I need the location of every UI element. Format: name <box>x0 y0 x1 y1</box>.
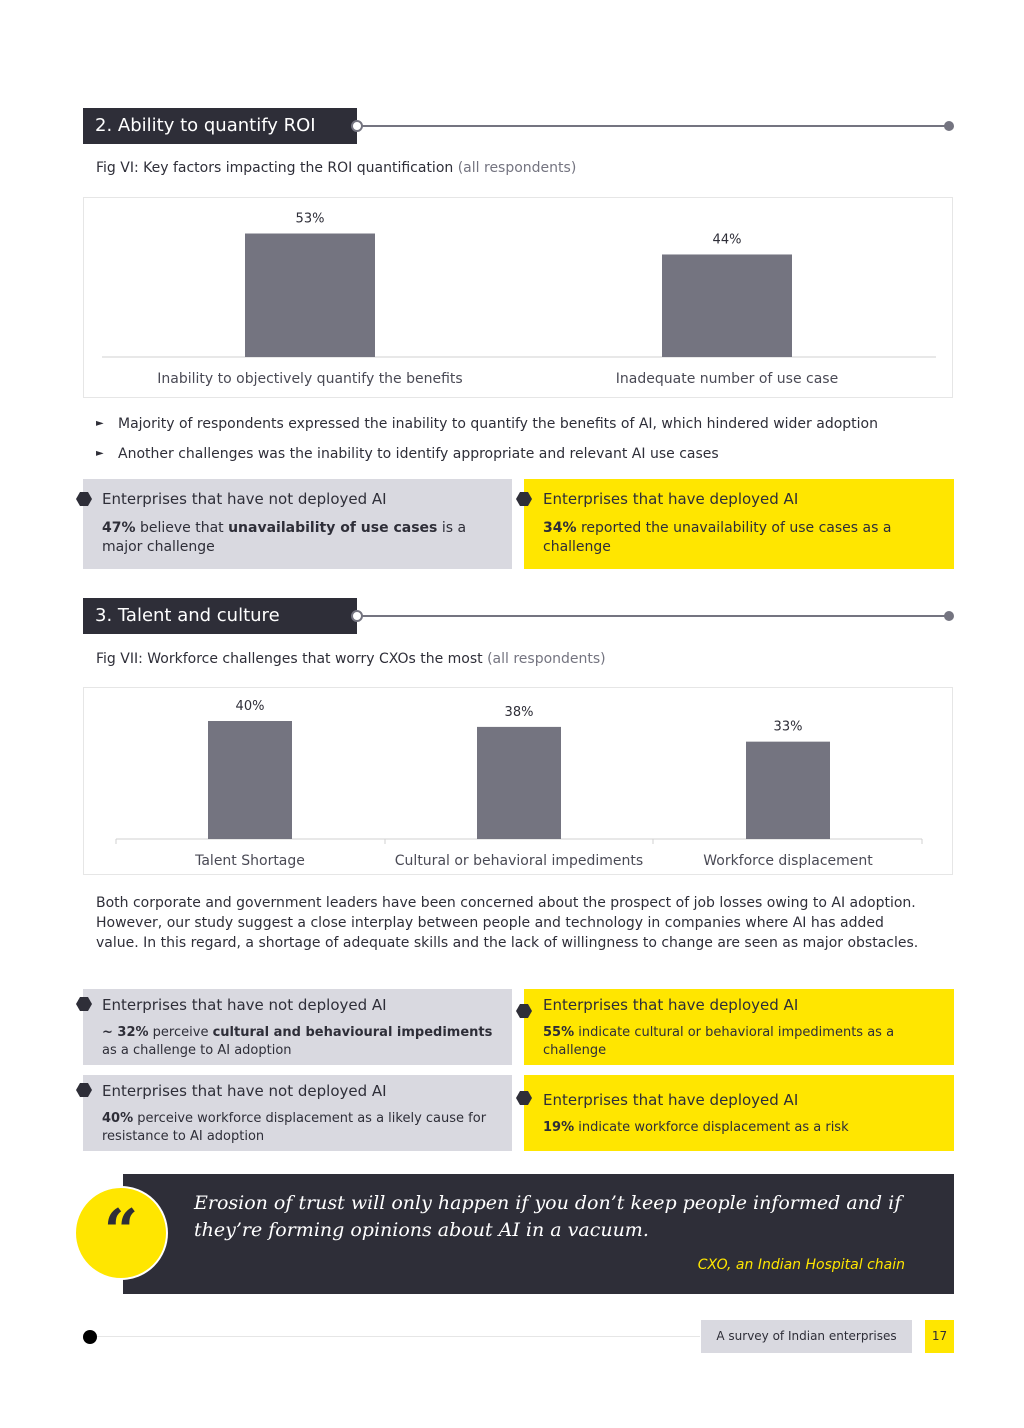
footer-dot <box>83 1330 97 1344</box>
data-label: 33% <box>773 719 803 735</box>
quote-text: Erosion of trust will only happen if you don’t keep people informed and if they’re forming opinions about AI in a vacuum. <box>194 1192 902 1241</box>
chart-fig7-svg <box>84 688 954 876</box>
callout-text: perceive workforce displacement as a likely cause for resistance to AI adoption <box>102 1111 487 1144</box>
callout-not-deployed-roi <box>83 479 512 569</box>
callout-text: as a challenge to AI adoption <box>102 1043 292 1058</box>
callout-not-deployed-displacement <box>83 1075 512 1151</box>
category-label: Talent Shortage <box>195 853 305 869</box>
callout-title: Enterprises that have deployed AI <box>543 996 799 1014</box>
data-label: 40% <box>235 699 265 714</box>
category-label: Workforce displacement <box>703 853 873 869</box>
quote-badge <box>74 1186 168 1280</box>
callout-title: Enterprises that have not deployed AI <box>102 1082 387 1100</box>
figure-title-fig6 <box>96 160 576 176</box>
divider-end-dot <box>944 611 954 621</box>
bar <box>477 727 561 839</box>
list-item <box>96 439 956 469</box>
callout-percent: 34% <box>543 520 577 536</box>
callout-text: perceive <box>148 1025 213 1040</box>
callout-highlight: cultural and behavioural impediments <box>212 1025 493 1040</box>
list-item <box>96 409 956 439</box>
figure-title-text: Fig VII: Workforce challenges that worry CXOs the most <box>96 651 483 667</box>
data-label: 53% <box>295 211 325 227</box>
callout-deployed-displacement <box>524 1075 954 1151</box>
chart-fig7 <box>83 687 953 875</box>
divider-end-dot <box>944 121 954 131</box>
quote-mark-icon: “ <box>103 1197 139 1267</box>
callout-percent: ~ 32% <box>102 1025 149 1040</box>
callout-not-deployed-culture <box>83 989 512 1065</box>
bar <box>245 234 375 357</box>
figure-subtitle: (all respondents) <box>457 160 577 176</box>
chart-fig6-svg <box>84 198 954 399</box>
callout-body <box>102 1110 494 1146</box>
callout-body <box>543 1119 936 1137</box>
footer-line <box>90 1336 700 1337</box>
callout-body <box>102 519 494 557</box>
section-heading-talent: 3. Talent and culture <box>83 598 357 634</box>
figure-title-fig7 <box>96 651 606 667</box>
quote-source: CXO, an Indian Hospital chain <box>697 1257 905 1273</box>
chart-fig6 <box>83 197 953 398</box>
callout-title: Enterprises that have deployed AI <box>543 1091 799 1109</box>
callout-text: believe that <box>135 520 229 536</box>
callout-percent: 40% <box>102 1111 134 1126</box>
callout-title: Enterprises that have not deployed AI <box>102 996 387 1014</box>
callout-percent: 47% <box>102 520 136 536</box>
bullet-triangle-icon: ► <box>96 448 104 459</box>
callout-body <box>102 1024 494 1060</box>
callout-deployed-roi <box>524 479 954 569</box>
callout-percent: 55% <box>543 1025 575 1040</box>
data-label: 38% <box>504 704 534 720</box>
footer-label: A survey of Indian enterprises <box>701 1320 912 1353</box>
callout-deployed-culture <box>524 989 954 1065</box>
data-label: 44% <box>712 232 742 248</box>
body-paragraph: Both corporate and government leaders have been concerned about the prospect of job losses owing to AI adoption. However, our study suggest a close interplay between people and technology in companies where AI has added value. In this regard, a shortage of adequate skills and the lack of willingness to change are seen as major obstacles. <box>96 895 919 951</box>
bullet-text: Another challenges was the inability to identify appropriate and relevant AI use cases <box>118 446 719 462</box>
bullet-text: Majority of respondents expressed the inability to quantify the benefits of AI, which hindered wider adoption <box>118 416 878 432</box>
callout-body <box>543 1024 936 1060</box>
divider-start-dot <box>351 610 363 622</box>
key-findings-list <box>96 409 956 469</box>
bar <box>208 721 292 839</box>
callout-body <box>543 519 936 557</box>
callout-title: Enterprises that have not deployed AI <box>102 490 387 508</box>
callout-text: reported the unavailability of use cases as a challenge <box>543 520 892 555</box>
figure-title-text: Fig VI: Key factors impacting the ROI quantification <box>96 160 454 176</box>
divider-start-dot <box>351 120 363 132</box>
callout-text: indicate cultural or behavioral impediments as a challenge <box>543 1025 895 1058</box>
section-divider-line <box>357 125 949 127</box>
category-label: Cultural or behavioral impediments <box>394 853 644 869</box>
page-number: 17 <box>925 1320 954 1353</box>
bullet-triangle-icon: ► <box>96 418 104 429</box>
category-label: Inability to objectively quantify the benefits <box>157 371 463 387</box>
section-heading-roi: 2. Ability to quantify ROI <box>83 108 357 144</box>
callout-percent: 19% <box>543 1120 575 1135</box>
section-divider-line <box>357 615 949 617</box>
bar <box>662 254 792 357</box>
callout-highlight: unavailability of use cases <box>228 520 438 536</box>
figure-subtitle: (all respondents) <box>487 651 606 667</box>
category-label: Inadequate number of use case <box>615 371 839 387</box>
callout-title: Enterprises that have deployed AI <box>543 490 799 508</box>
bar <box>746 742 830 839</box>
callout-text: is a major challenge <box>102 520 467 555</box>
callout-text: indicate workforce displacement as a risk <box>574 1120 849 1135</box>
